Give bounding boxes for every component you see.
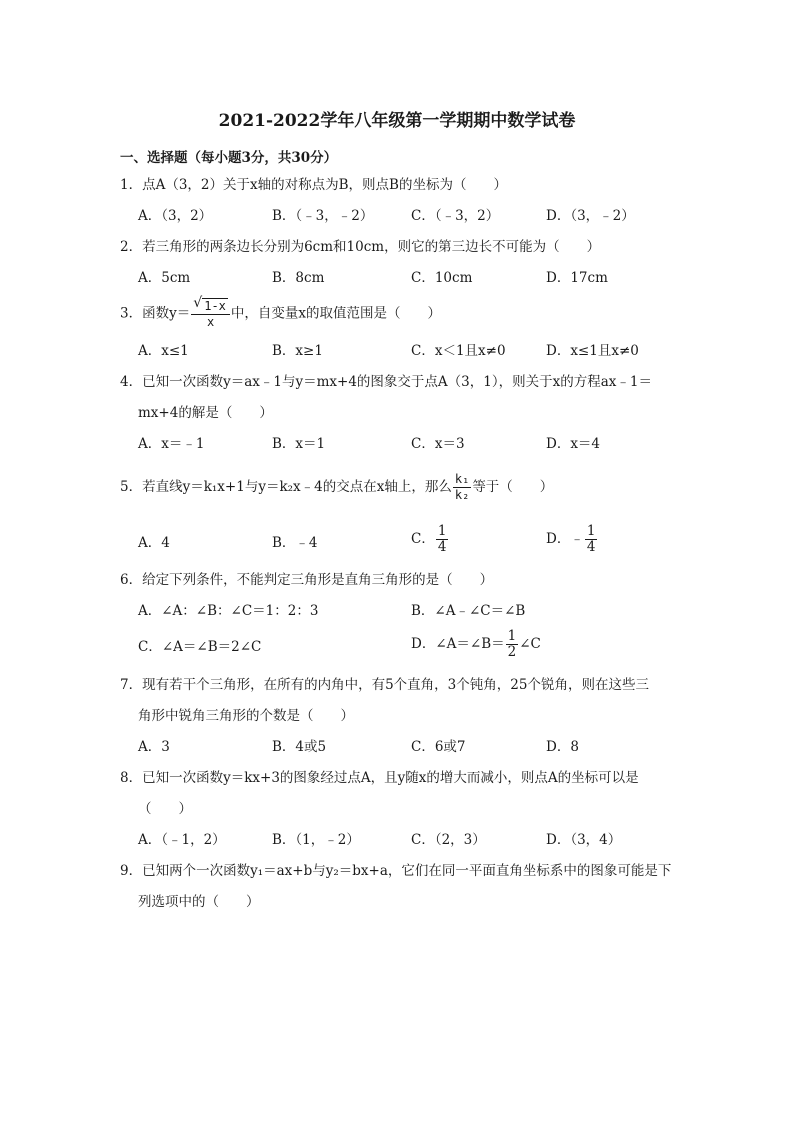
question-8-stem-line-2: （ ）: [138, 801, 192, 817]
q5-option-c-fraction: [436, 524, 449, 555]
q6-option-d-fraction: [506, 629, 519, 660]
q3-fraction-denominator: x: [206, 315, 215, 329]
q2-option-d[interactable]: D．17cm: [546, 270, 608, 286]
sqrt-icon: √: [193, 295, 203, 311]
q5-stem-suffix: 等于（ ）: [472, 479, 554, 495]
q5-stem-prefix: 5．若直线y＝k₁x+1与y＝k₂x﹣4的交点在x轴上，那么: [120, 479, 452, 495]
q3-option-b[interactable]: B．x≥1: [272, 343, 323, 359]
exam-title: 2021-2022学年八年级第一学期期中数学试卷: [218, 111, 576, 131]
q1-option-d[interactable]: D．（3，﹣2）: [546, 208, 635, 224]
q5-option-d-numerator: 1: [586, 523, 596, 539]
q5-option-c-label: C．: [411, 531, 435, 547]
q4-option-d[interactable]: D．x＝4: [546, 436, 601, 452]
q1-option-b[interactable]: B．（﹣3，﹣2）: [272, 208, 374, 224]
q5-option-d[interactable]: [546, 524, 598, 555]
question-4-stem-line-2: mx+4的解是（ ）: [138, 405, 273, 421]
q6-option-d-numerator: 1: [507, 628, 517, 644]
q7-option-d[interactable]: D．8: [546, 739, 579, 755]
q5-option-d-denominator: 4: [586, 539, 596, 555]
q4-option-c[interactable]: C．x＝3: [411, 436, 465, 452]
q2-option-b[interactable]: B．8cm: [272, 270, 325, 286]
q3-stem-suffix: 中，自变量x的取值范围是（ ）: [230, 305, 442, 322]
q3-option-a[interactable]: A．x≤1: [138, 343, 189, 359]
q4-option-b[interactable]: B．x＝1: [272, 436, 326, 452]
q6-option-b[interactable]: B．∠A﹣∠C＝∠B: [411, 603, 526, 619]
q1-option-c[interactable]: C．（﹣3，2）: [411, 208, 500, 224]
q6-option-d-denominator: 2: [507, 644, 517, 660]
question-7-stem-line-1: 7．现有若干个三角形，在所有的内角中，有5个直角，3个钝角，25个锐角，则在这些三: [120, 677, 649, 693]
q5-option-a[interactable]: A．4: [138, 535, 170, 551]
q5-option-c-numerator: 1: [437, 523, 447, 539]
q2-option-a[interactable]: A．5cm: [138, 270, 191, 286]
q5-option-c[interactable]: [411, 524, 449, 555]
q5-fraction-denominator: k₂: [454, 488, 470, 502]
q4-option-a[interactable]: A．x＝﹣1: [138, 436, 205, 452]
q1-option-a[interactable]: A．（3，2）: [138, 208, 213, 224]
q6-option-c[interactable]: C．∠A＝∠B＝2∠C: [138, 639, 262, 655]
q7-option-c[interactable]: C．6或7: [411, 739, 466, 755]
question-5-stem: [120, 472, 553, 503]
question-9-stem-line-2: 列选项中的（ ）: [138, 894, 260, 910]
q2-option-c[interactable]: C．10cm: [411, 270, 473, 286]
q5-option-c-denominator: 4: [437, 539, 447, 555]
question-3-stem: [120, 295, 442, 330]
q8-option-c[interactable]: C．（2，3）: [411, 832, 486, 848]
q5-fraction-numerator: k₁: [454, 472, 470, 486]
question-8-stem-line-1: 8．已知一次函数y＝kx+3的图象经过点A，且y随x的增大而减小，则点A的坐标可以是: [120, 770, 639, 786]
q8-option-a[interactable]: A．（﹣1，2）: [138, 832, 226, 848]
q5-fraction: [453, 472, 471, 503]
question-2-stem: 2．若三角形的两条边长分别为6cm和10cm，则它的第三边长不可能为（ ）: [120, 239, 601, 255]
q5-option-d-label: D．﹣: [546, 531, 584, 547]
q6-option-d-suffix: ∠C: [519, 636, 541, 652]
q6-option-d-label: D．∠A＝∠B＝: [411, 636, 505, 652]
q6-option-a[interactable]: A．∠A：∠B：∠C＝1：2：3: [138, 603, 319, 619]
q7-option-b[interactable]: B．4或5: [272, 739, 327, 755]
q5-option-d-fraction: [585, 524, 598, 555]
question-6-stem: 6．给定下列条件，不能判定三角形是直角三角形的是（ ）: [120, 572, 494, 588]
question-4-stem-line-1: 4．已知一次函数y＝ax﹣1与y＝mx+4的图象交于点A（3，1），则关于x的方程ax﹣1＝: [120, 374, 652, 390]
q5-option-b[interactable]: B．﹣4: [272, 535, 318, 551]
question-9-stem-line-1: 9．已知两个一次函数y₁＝ax+b与y₂＝bx+a，它们在同一平面直角坐标系中的图象可能是下: [120, 863, 672, 879]
q7-option-a[interactable]: A．3: [138, 739, 170, 755]
q6-option-d[interactable]: [411, 629, 541, 660]
q3-option-d[interactable]: D．x≤1且x≠0: [546, 343, 639, 359]
section-heading: 一、选择题（每小题3分，共30分）: [120, 150, 338, 166]
q3-stem-prefix: 3．函数y＝: [120, 305, 191, 322]
question-7-stem-line-2: 角形中锐角三角形的个数是（ ）: [138, 708, 354, 724]
q8-option-d[interactable]: D．（3，4）: [546, 832, 622, 848]
question-1-stem: 1．点A（3，2）关于x轴的对称点为B，则点B的坐标为（ ）: [120, 177, 507, 193]
q3-fraction: [191, 295, 230, 330]
q8-option-b[interactable]: B．（1，﹣2）: [272, 832, 360, 848]
q3-option-c[interactable]: C．x＜1且x≠0: [411, 343, 506, 359]
q3-fraction-numerator: 1-x: [204, 299, 226, 313]
